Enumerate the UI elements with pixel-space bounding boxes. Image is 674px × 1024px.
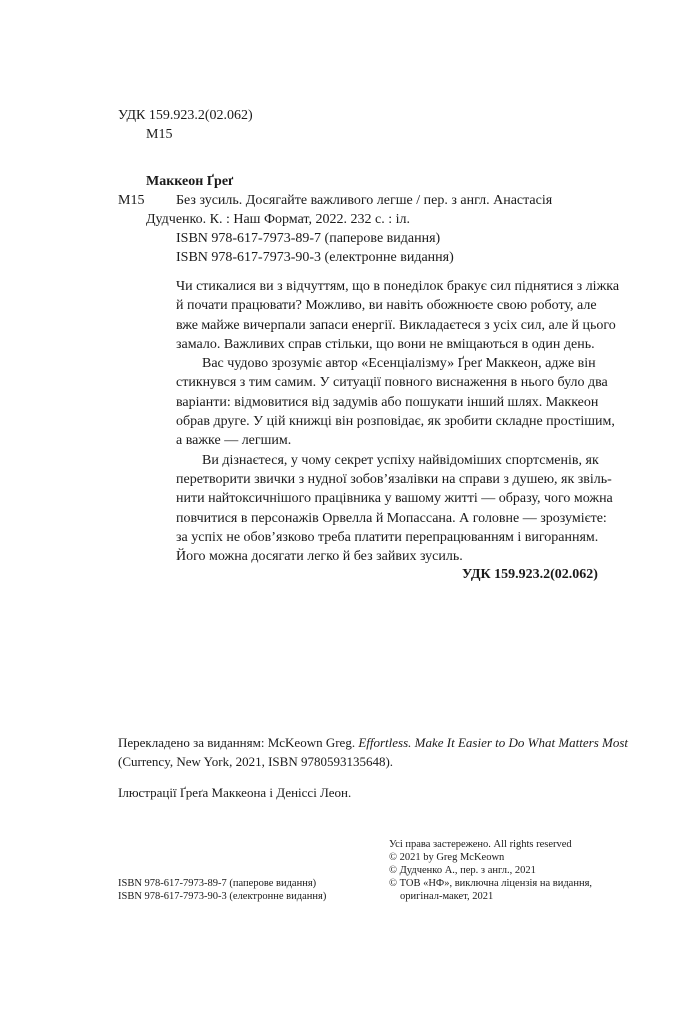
annotation-p1-line: Чи стикалися ви з відчуттям, що в понеділок бракує сил піднятися з ліжка <box>176 279 620 294</box>
annotation-p1-line: замало. Важливих справ стільки, що вони не вміщаються в один день. <box>176 336 595 352</box>
udk-code: УДК 159.923.2(02.062) <box>118 108 253 123</box>
record-isbn-ebook: ISBN 978-617-7973-90-3 (електронне видання) <box>176 250 454 265</box>
udk-bottom: УДК 159.923.2(02.062) <box>462 567 598 582</box>
record-cutter: М15 <box>118 193 145 208</box>
original-title: Effortless. Make It Easier to Do What Matters Most <box>358 735 629 750</box>
annotation-p2-line: а важке — легшим. <box>176 433 292 449</box>
cutter-code: М15 <box>146 127 173 142</box>
rights-line: © Дудченко А., пер. з англ., 2021 <box>389 865 536 876</box>
rights-line: оригінал-макет, 2021 <box>400 891 494 902</box>
rights-line: © ТОВ «НФ», виключна ліцензія на видання, <box>389 878 593 889</box>
isbn-footer-ebook: ISBN 978-617-7973-90-3 (електронне видання) <box>118 891 327 902</box>
record-title-line2: Дудченко. К. : Наш Формат, 2022. 232 с. : іл. <box>146 212 410 227</box>
annotation-p1-line: й почати працювати? Можливо, ви навіть обожнюєте свою роботу, але <box>176 298 597 314</box>
annotation-p2-line: Вас чудово зрозуміє автор «Есенціалізму» Ґреґ Маккеон, адже він <box>202 356 596 372</box>
annotation-p3-line: Його можна досягати легко й без зайвих зусиль. <box>176 549 463 565</box>
annotation-p3-line: Ви дізнаєтеся, у чому секрет успіху найвідоміших спортсменів, як <box>202 452 599 468</box>
annotation <box>176 277 620 566</box>
annotation-p2-line: стикнувся з тим самим. У ситуації повного виснаження в нього було два <box>176 375 608 391</box>
isbn-footer-print: ISBN 978-617-7973-89-7 (паперове видання) <box>118 878 317 889</box>
annotation-p2-line: обрав друге. У цій книжці він розповідає, як зробити складне простішим, <box>176 414 615 430</box>
record-isbn-print: ISBN 978-617-7973-89-7 (паперове видання) <box>176 231 441 246</box>
illustrations-credit: Ілюстрації Ґреґа Маккеона і Деніссі Леон. <box>118 785 352 800</box>
rights-line: © 2021 by Greg McKeown <box>389 852 505 863</box>
record-title-line1: Без зусиль. Досягайте важливого легше / пер. з англ. Анастасія <box>176 193 553 208</box>
translation-prefix: Перекладено за виданням: McKeown Greg. <box>118 735 359 750</box>
translation-source <box>118 733 628 753</box>
annotation-p1-line: вже майже вичерпали запаси енергії. Викладаєтеся з усіх сил, але й цього <box>176 317 616 333</box>
author-name: Маккеон Ґреґ <box>146 174 234 189</box>
annotation-p3-line: повчитися в персонажів Орвелла й Мопассана. А головне — зрозумієте: <box>176 510 607 526</box>
annotation-p3-line: нити найтоксичнішого працівника у вашому житті — образу, чого можна <box>176 491 613 507</box>
annotation-p3-line: за успіх не обов’язково треба платити перепрацюванням і вигоранням. <box>176 529 599 545</box>
translation-source-line2: (Currency, New York, 2021, ISBN 9780593135648). <box>118 754 394 769</box>
annotation-p3-line: перетворити звички з нудної зобов’язалівки на справи з душею, як звіль- <box>176 471 612 487</box>
annotation-p2-line: варіанти: відмовитися від задумів або пошукати інший шлях. Маккеон <box>176 394 599 410</box>
rights-line: Усі права застережено. All rights reserved <box>389 839 572 850</box>
